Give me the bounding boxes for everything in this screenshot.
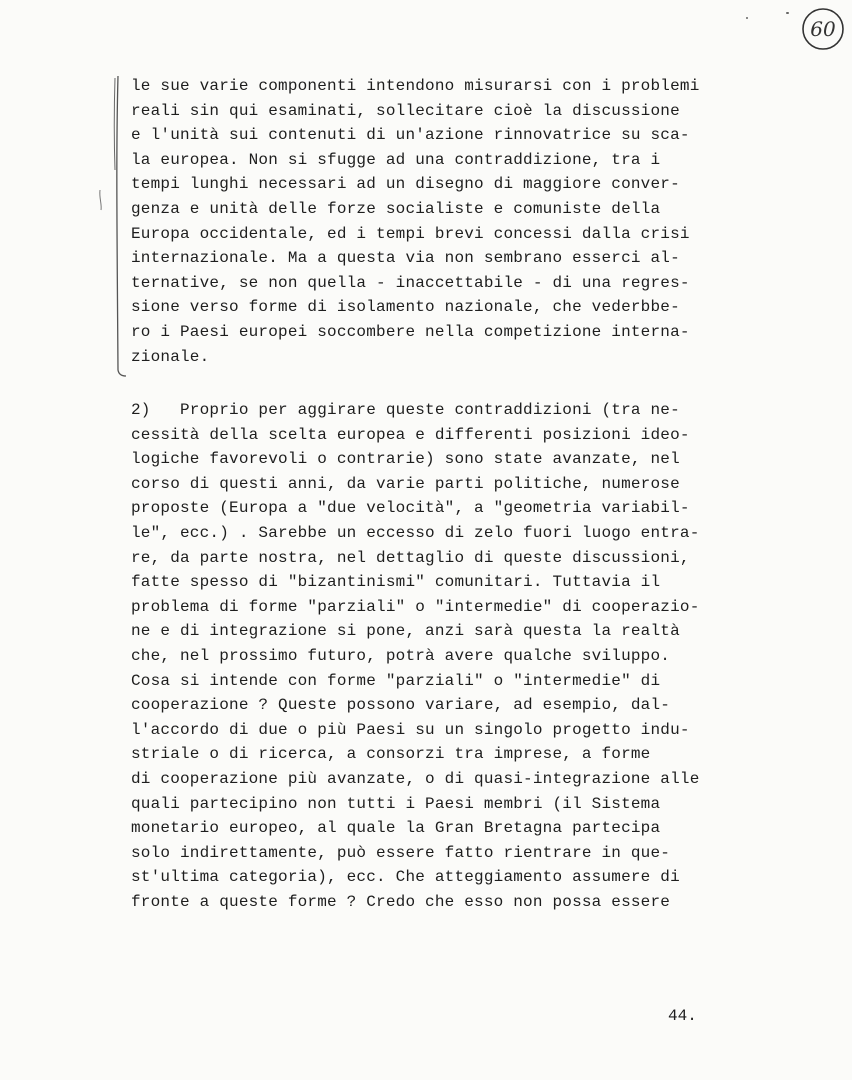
page-number: 44. [668,1007,697,1025]
text-line: logiche favorevoli o contrarie) sono state avanzate, nel [131,450,680,469]
text-line: ternative, se non quella - inaccettabile - di una regres- [131,273,690,292]
text-line: fatte spesso di "bizantinismi" comunitari. Tuttavia il [131,573,661,592]
text-line: e l'unità sui contenuti di un'azione rinnovatrice su sca- [131,126,690,145]
text-line: problema di forme "parziali" o "intermedie" di cooperazio- [131,597,700,616]
ink-speck [786,12,789,14]
paragraph-point-2 [131,398,731,914]
text-line: ne e di integrazione si pone, anzi sarà questa la realtà [131,622,680,641]
margin-sideline-mark [96,70,130,380]
text-line: Cosa si intende con forme "parziali" o "intermedie" di [131,671,661,690]
text-line: sione verso forme di isolamento nazionale, che vederbbe- [131,298,680,317]
handwritten-folio-number [800,6,846,52]
text-line: cessità della scelta europea e differenti posizioni ideo- [131,425,690,444]
text-line: la europea. Non si sfugge ad una contraddizione, tra i [131,150,661,169]
text-line: tempi lunghi necessari ad un disegno di maggiore conver- [131,175,680,194]
text-line: le sue varie componenti intendono misurarsi con i problemi [131,77,700,95]
text-line: che, nel prossimo futuro, potrà avere qualche sviluppo. [131,646,671,665]
folio-number: 60 [810,17,836,41]
text-line: 2) Proprio per aggirare queste contraddizioni (tra ne- [131,401,680,419]
text-line: internazionale. Ma a questa via non sembrano esserci al- [131,249,680,268]
text-line: corso di questi anni, da varie parti politiche, numerose [131,474,680,493]
ink-speck [746,17,748,19]
text-line: st'ultima categoria), ecc. Che atteggiamento assumere di [131,868,680,887]
text-line: quali partecipino non tutti i Paesi membri (il Sistema [131,794,661,813]
text-line: fronte a queste forme ? Credo che esso non possa essere [131,892,671,911]
text-line: re, da parte nostra, nel dettaglio di queste discussioni, [131,548,690,567]
text-line: monetario europeo, al quale la Gran Bretagna partecipa [131,819,661,838]
text-line: zionale. [131,347,210,366]
text-line: ro i Paesi europei soccombere nella competizione interna- [131,322,690,341]
text-line: le", ecc.) . Sarebbe un eccesso di zelo fuori luogo entra- [131,523,700,542]
text-line: solo indirettamente, può essere fatto rientrare in que- [131,843,671,862]
text-line: striale o di ricerca, a consorzi tra imprese, a forme [131,745,651,764]
text-line: reali sin qui esaminati, sollecitare cioè la discussione [131,101,680,120]
text-line: cooperazione ? Queste possono variare, ad esempio, dal- [131,696,671,715]
text-line: genza e unità delle forze socialiste e comuniste della [131,199,661,218]
paragraph-continued [131,74,731,369]
text-line: di cooperazione più avanzate, o di quasi-integrazione alle [131,769,700,788]
text-line: proposte (Europa a "due velocità", a "geometria variabil- [131,499,690,518]
text-line: l'accordo di due o più Paesi su un singolo progetto indu- [131,720,690,739]
text-line: Europa occidentale, ed i tempi brevi concessi dalla crisi [131,224,690,243]
